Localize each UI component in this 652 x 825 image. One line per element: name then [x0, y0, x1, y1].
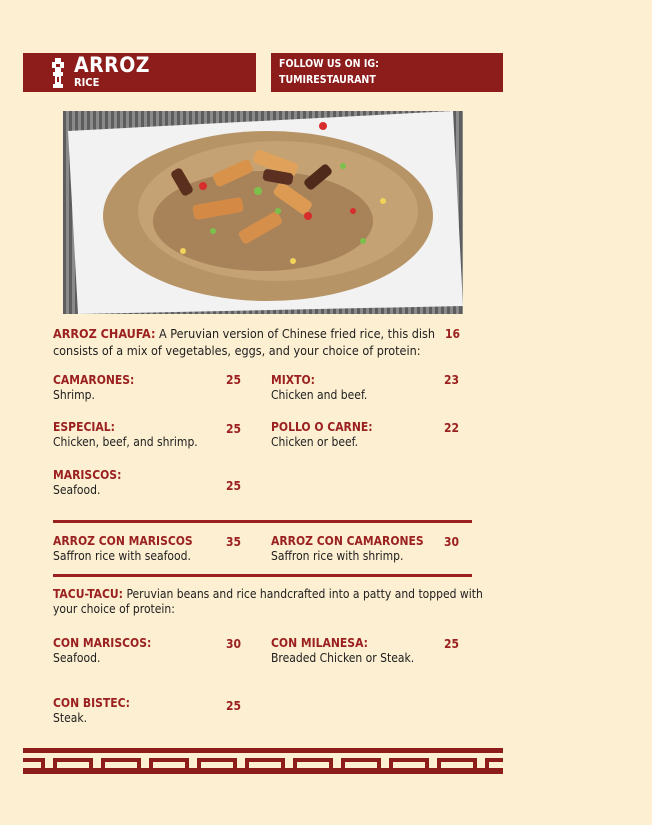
option-name: MIXTO: [271, 373, 315, 387]
arroz-chaufa-line1 [53, 325, 436, 342]
arroz-chaufa-desc-2: consists of a mix of vegetables, eggs, and your choice of protein: [53, 343, 421, 358]
option-name: CON MARISCOS: [53, 636, 152, 650]
tacu-option-con-milanesa [271, 636, 414, 666]
tumi-logo-icon [51, 57, 65, 89]
option-price: 23 [444, 373, 460, 387]
tacu-option-con-mariscos [53, 636, 151, 666]
option-price: 22 [444, 421, 460, 435]
tacu-tacu-desc-2: your choice of protein: [53, 602, 175, 616]
chaufa-option-camarones [53, 373, 134, 403]
item-price: 30 [444, 535, 460, 549]
fried-rice-image [63, 111, 463, 314]
section-title: ARROZ [74, 53, 150, 77]
item-name: ARROZ CON MARISCOS [53, 534, 193, 548]
option-desc: Chicken or beef. [271, 435, 359, 449]
option-price: 25 [226, 479, 242, 493]
option-desc: Breaded Chicken or Steak. [271, 651, 415, 665]
option-price: 25 [444, 637, 460, 651]
divider [53, 574, 472, 577]
option-price: 25 [226, 373, 242, 387]
tacu-option-con-bistec [53, 696, 130, 726]
option-name: CON MILANESA: [271, 636, 368, 650]
item-desc: Saffron rice with shrimp. [271, 549, 404, 563]
arroz-chaufa-name: ARROZ CHAUFA: [53, 326, 156, 341]
tacu-tacu-item [53, 587, 483, 617]
item-price: 35 [226, 535, 242, 549]
option-desc: Steak. [53, 711, 88, 725]
tacu-tacu-name: TACU-TACU: [53, 587, 123, 601]
chaufa-option-pollo-o-carne [271, 420, 373, 450]
section-header [23, 53, 256, 92]
tacu-tacu-desc-1: Peruvian beans and rice handcrafted into a patty and topped with [126, 587, 483, 601]
chaufa-option-especial [53, 420, 198, 450]
arroz-chaufa-price: 16 [445, 327, 461, 341]
option-name: CAMARONES: [53, 373, 135, 387]
greek-key-border [23, 748, 503, 774]
option-desc: Seafood. [53, 483, 101, 497]
option-desc: Chicken and beef. [271, 388, 368, 402]
option-desc: Shrimp. [53, 388, 95, 402]
section-subtitle: RICE [74, 76, 100, 89]
follow-label: FOLLOW US ON IG: [279, 58, 379, 70]
social-banner [271, 53, 503, 92]
arroz-con-mariscos-item [53, 534, 193, 564]
dish-photo [63, 111, 463, 314]
option-name: ESPECIAL: [53, 420, 115, 434]
arroz-chaufa-desc-1: A Peruvian version of Chinese fried rice, this dish [159, 326, 436, 341]
item-desc: Saffron rice with seafood. [53, 549, 191, 563]
chaufa-option-mariscos [53, 468, 121, 498]
arroz-chaufa-item [53, 325, 436, 359]
divider [53, 520, 472, 523]
instagram-handle: TUMIRESTAURANT [279, 74, 376, 86]
option-name: CON BISTEC: [53, 696, 130, 710]
option-desc: Chicken, beef, and shrimp. [53, 435, 198, 449]
chaufa-option-mixto [271, 373, 367, 403]
arroz-con-camarones-item [271, 534, 424, 564]
option-price: 25 [226, 422, 242, 436]
item-name: ARROZ CON CAMARONES [271, 534, 424, 548]
option-name: POLLO O CARNE: [271, 420, 373, 434]
option-name: MARISCOS: [53, 468, 122, 482]
tacu-tacu-line1 [53, 587, 483, 602]
option-price: 25 [226, 699, 242, 713]
option-desc: Seafood. [53, 651, 101, 665]
option-price: 30 [226, 637, 242, 651]
